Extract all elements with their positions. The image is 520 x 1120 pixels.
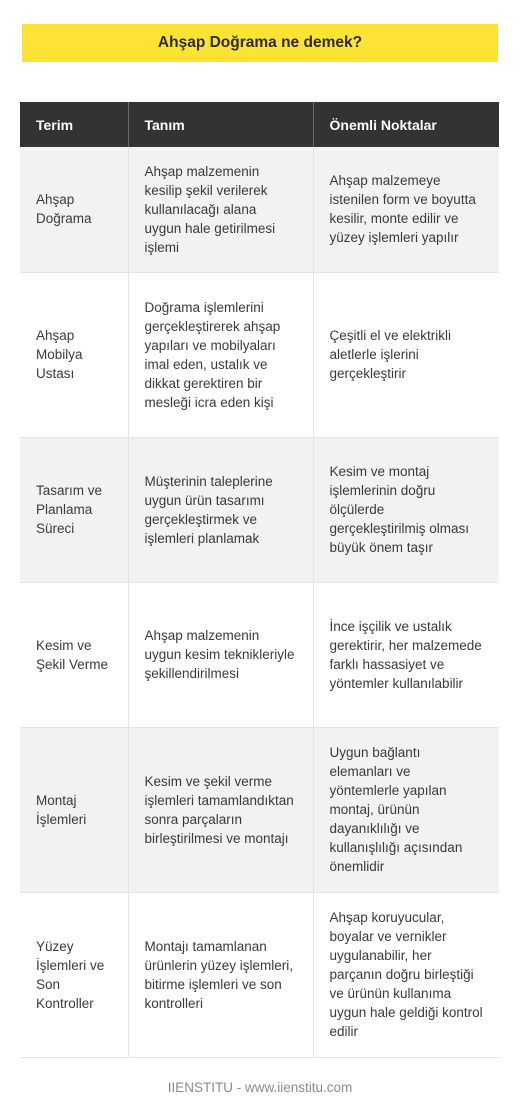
table-row [20, 272, 499, 437]
cell-term: Montaj İşlemleri [20, 727, 128, 892]
cell-notes: İnce işçilik ve ustalık gerektirir, her malzemede farklı hassasiyet ve yöntemler kullanılabilir [313, 582, 499, 727]
page-title: Ahşap Doğrama ne demek? [22, 24, 498, 62]
table-row [20, 437, 499, 582]
cell-term: Tasarım ve Planlama Süreci [20, 437, 128, 582]
cell-definition: Montajı tamamlanan ürünlerin yüzey işlemleri, bitirme işlemleri ve son kontrolleri [128, 892, 313, 1057]
cell-definition: Ahşap malzemenin uygun kesim teknikleriyle şekillendirilmesi [128, 582, 313, 727]
cell-notes: Kesim ve montaj işlemlerinin doğru ölçülerde gerçekleştirilmiş olması büyük önem taşır [313, 437, 499, 582]
table-row [20, 727, 499, 892]
table-header-row [20, 102, 499, 147]
table-row [20, 147, 499, 272]
cell-definition: Müşterinin taleplerine uygun ürün tasarımı gerçekleştirmek ve işlemleri planlamak [128, 437, 313, 582]
header-notes: Önemli Noktalar [313, 102, 499, 147]
header-definition: Tanım [128, 102, 313, 147]
footer-credit: IIENSTITU - www.iienstitu.com [167, 1080, 353, 1095]
cell-notes: Ahşap malzemeye istenilen form ve boyutta kesilir, monte edilir ve yüzey işlemleri yapılır [313, 147, 499, 272]
cell-term: Ahşap Doğrama [20, 147, 128, 272]
cell-notes: Uygun bağlantı elemanları ve yöntemlerle yapılan montaj, ürünün dayanıklılığı ve kullanışlılığı açısından önemlidir [313, 727, 499, 892]
cell-definition: Doğrama işlemlerini gerçekleştirerek ahşap yapıları ve mobilyaları imal eden, ustalık ve dikkat gerektiren bir mesleği icra eden kişi [128, 272, 313, 437]
header-term: Terim [20, 102, 128, 147]
cell-notes: Çeşitli el ve elektrikli aletlerle işlerini gerçekleştirir [313, 272, 499, 437]
cell-definition: Kesim ve şekil verme işlemleri tamamlandıktan sonra parçaların birleştirilmesi ve montajı [128, 727, 313, 892]
cell-term: Yüzey İşlemleri ve Son Kontroller [20, 892, 128, 1057]
table-row [20, 892, 499, 1057]
cell-term: Ahşap Mobilya Ustası [20, 272, 128, 437]
cell-notes: Ahşap koruyucular, boyalar ve vernikler uygulanabilir, her parçanın doğru birleştiği ve ürünün kullanıma uygun hale geldiği kontrol edilir [313, 892, 499, 1057]
cell-definition: Ahşap malzemenin kesilip şekil verilerek kullanılacağı alana uygun hale getirilmesi işlemi [128, 147, 313, 272]
terms-table [20, 102, 499, 1058]
cell-term: Kesim ve Şekil Verme [20, 582, 128, 727]
table-row [20, 582, 499, 727]
